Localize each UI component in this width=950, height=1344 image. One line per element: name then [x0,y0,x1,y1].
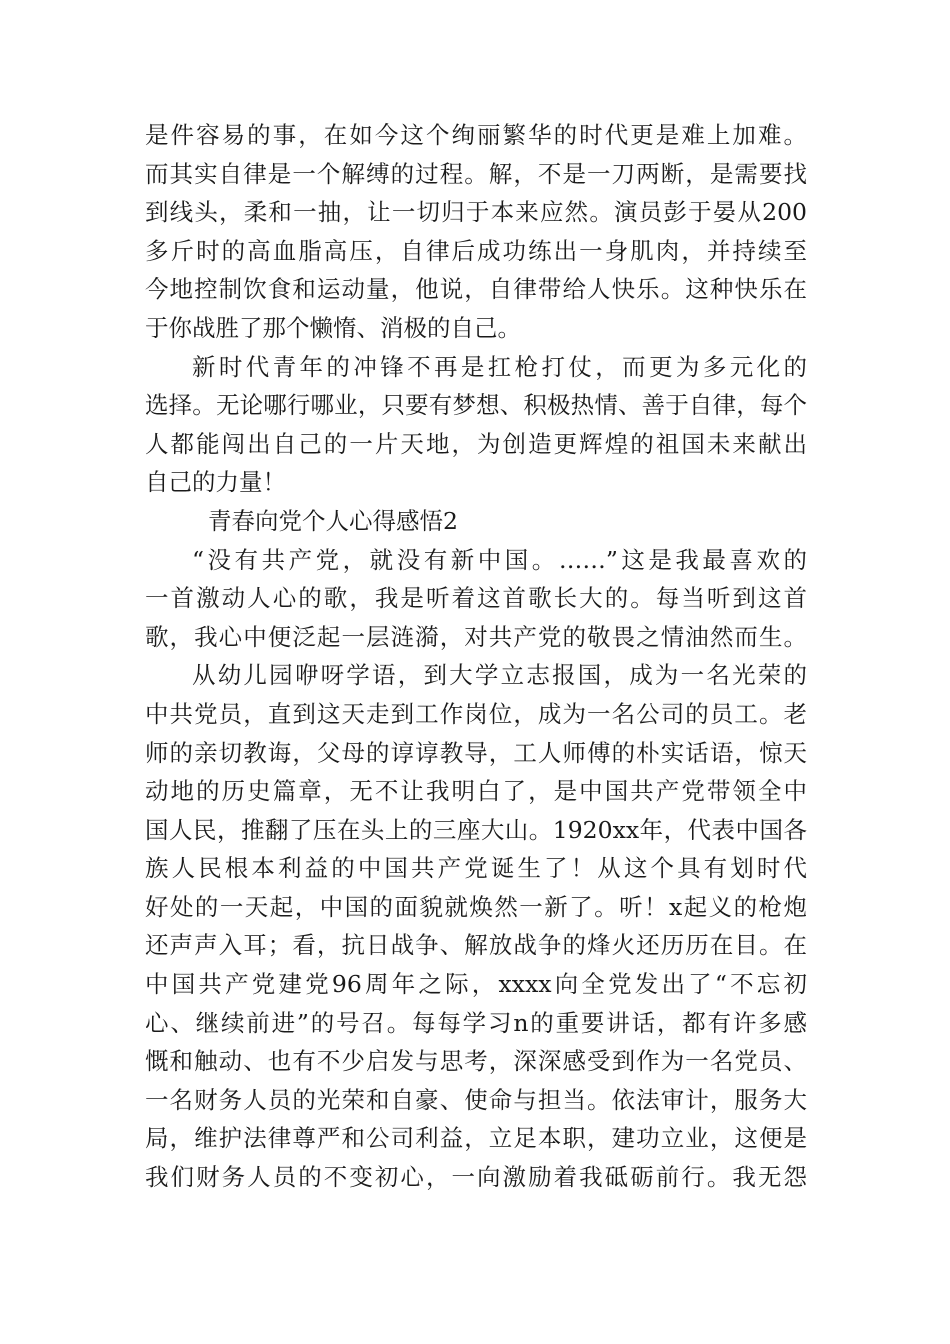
text-line: 从幼儿园咿呀学语，到大学立志报国，成为一名光荣的 [192,661,807,690]
text-line: 选择。无论哪行哪业，只要有梦想、积极热情、善于自律，每个 [145,391,807,420]
document-body [145,116,807,1197]
text-line: 局，维护法律尊严和公司利益，立足本职，建功立业，这便是 [145,1124,807,1153]
text-line: 我们财务人员的不变初心，一向激励着我砥砺前行。我无怨 [145,1163,807,1192]
text-line: 多斤时的高血脂高压，自律后成功练出一身肌肉，并持续至 [145,236,807,265]
text-line: 好处的一天起，中国的面貌就焕然一新了。听！x起义的枪炮 [145,892,807,921]
text-line: 中共党员，直到这天走到工作岗位，成为一名公司的员工。老 [145,699,807,728]
paragraph-4 [145,656,807,1196]
text-line: 是件容易的事，在如今这个绚丽繁华的时代更是难上加难。 [145,121,807,149]
paragraph-2 [145,348,807,502]
text-line: 国人民，推翻了压在头上的三座大山。1920xx年，代表中国各 [145,815,807,844]
text-line: 族人民根本利益的中国共产党诞生了！从这个具有划时代 [145,854,807,883]
text-line: 新时代青年的冲锋不再是扛枪打仗，而更为多元化的 [192,352,807,381]
text-line: 慨和触动、也有不少启发与思考，深深感受到作为一名党员、 [145,1047,807,1076]
heading-text: 青春向党个人心得感悟2 [208,506,458,535]
paragraph-1 [145,116,807,348]
text-line: 而其实自律是一个解缚的过程。解，不是一刀两断，是需要找 [145,159,807,188]
section-heading [145,502,807,541]
text-line: 到线头，柔和一抽，让一切归于本来应然。演员彭于晏从200 [145,198,807,227]
paragraph-3 [145,541,807,657]
text-line: “没有共产党，就没有新中国。……”这是我最喜欢的 [192,545,807,574]
text-line: 今地控制饮食和运动量，他说，自律带给人快乐。这种快乐在 [145,275,807,304]
text-line: 心、继续前进”的号召。每每学习n的重要讲话，都有许多感 [145,1008,807,1037]
text-line: 师的亲切教诲，父母的谆谆教导，工人师傅的朴实话语，惊天 [145,738,807,767]
text-line: 还声声入耳；看，抗日战争、解放战争的烽火还历历在目。在 [145,931,807,960]
text-line: 一名财务人员的光荣和自豪、使命与担当。依法审计，服务大 [145,1085,807,1114]
text-line: 于你战胜了那个懒惰、消极的自己。 [145,313,521,342]
text-line: 自己的力量！ [145,468,286,497]
text-line: 人都能闯出自己的一片天地，为创造更辉煌的祖国未来献出 [145,429,807,458]
text-line: 中国共产党建党96周年之际，xxxx向全党发出了“不忘初 [145,970,807,999]
text-line: 歌，我心中便泛起一层涟漪，对共产党的敬畏之情油然而生。 [145,622,807,651]
text-line: 动地的历史篇章，无不让我明白了，是中国共产党带领全中 [145,777,807,806]
text-line: 一首激动人心的歌，我是听着这首歌长大的。每当听到这首 [145,584,807,613]
